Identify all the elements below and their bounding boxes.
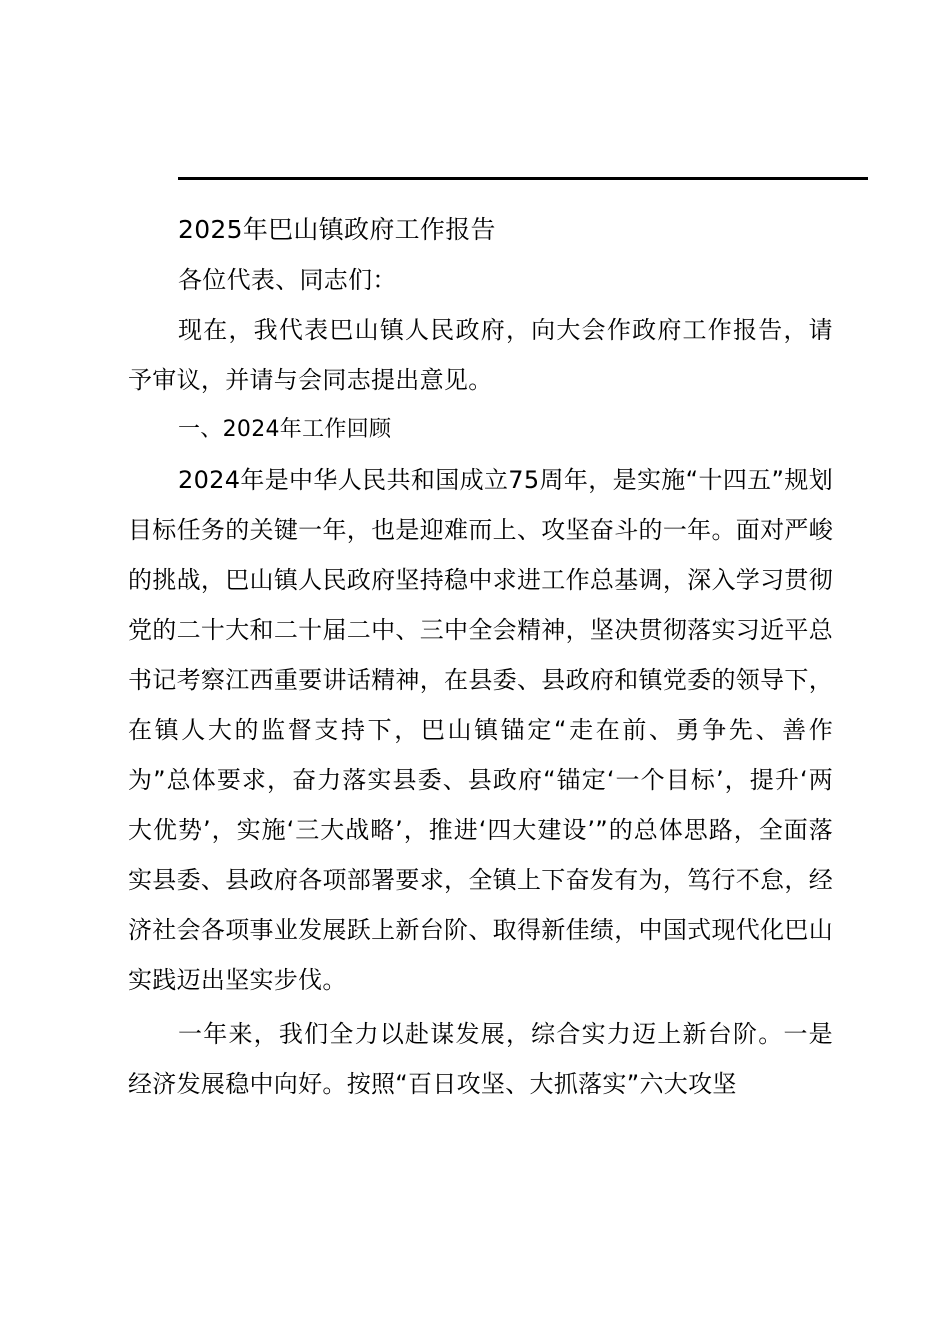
section-heading: 一、2024年工作回顾 [178, 417, 392, 442]
body-paragraph: 一年来，我们全力以赴谋发展，综合实力迈上新台阶。一是经济发展稳中向好。按照“百日攻坚、大抓落实”六大攻坚 [128, 1020, 833, 1098]
document-body [128, 205, 833, 1109]
salutation: 各位代表、同志们： [178, 266, 397, 294]
header-rule [178, 177, 868, 180]
document-title: 2025年巴山镇政府工作报告 [178, 215, 496, 244]
body-paragraph: 2024年是中华人民共和国成立75周年，是实施“十四五”规划目标任务的关键一年，也是迎难而上、攻坚奋斗的一年。面对严峻的挑战，巴山镇人民政府坚持稳中求进工作总基调，深入学习贯彻党的二十大和二十届二中、三中全会精神，坚决贯彻落实习近平总书记考察江西重要讲话精神，在县委、县政府和镇党委的领导下，在镇人大的监督支持下，巴山镇锚定“走在前、勇争先、善作为”总体要求，奋力落实县委、县政府“锚定‘一个目标’，提升‘两大优势’，实施‘三大战略’，推进‘四大建设’”的总体思路，全面落实县委、县政府各项部署要求，全镇上下奋发有为，笃行不怠，经济社会各项事业发展跃上新台阶、取得新佳绩，中国式现代化巴山实践迈出坚实步伐。 [128, 466, 833, 994]
intro-paragraph: 现在，我代表巴山镇人民政府，向大会作政府工作报告，请予审议，并请与会同志提出意见。 [128, 316, 833, 394]
